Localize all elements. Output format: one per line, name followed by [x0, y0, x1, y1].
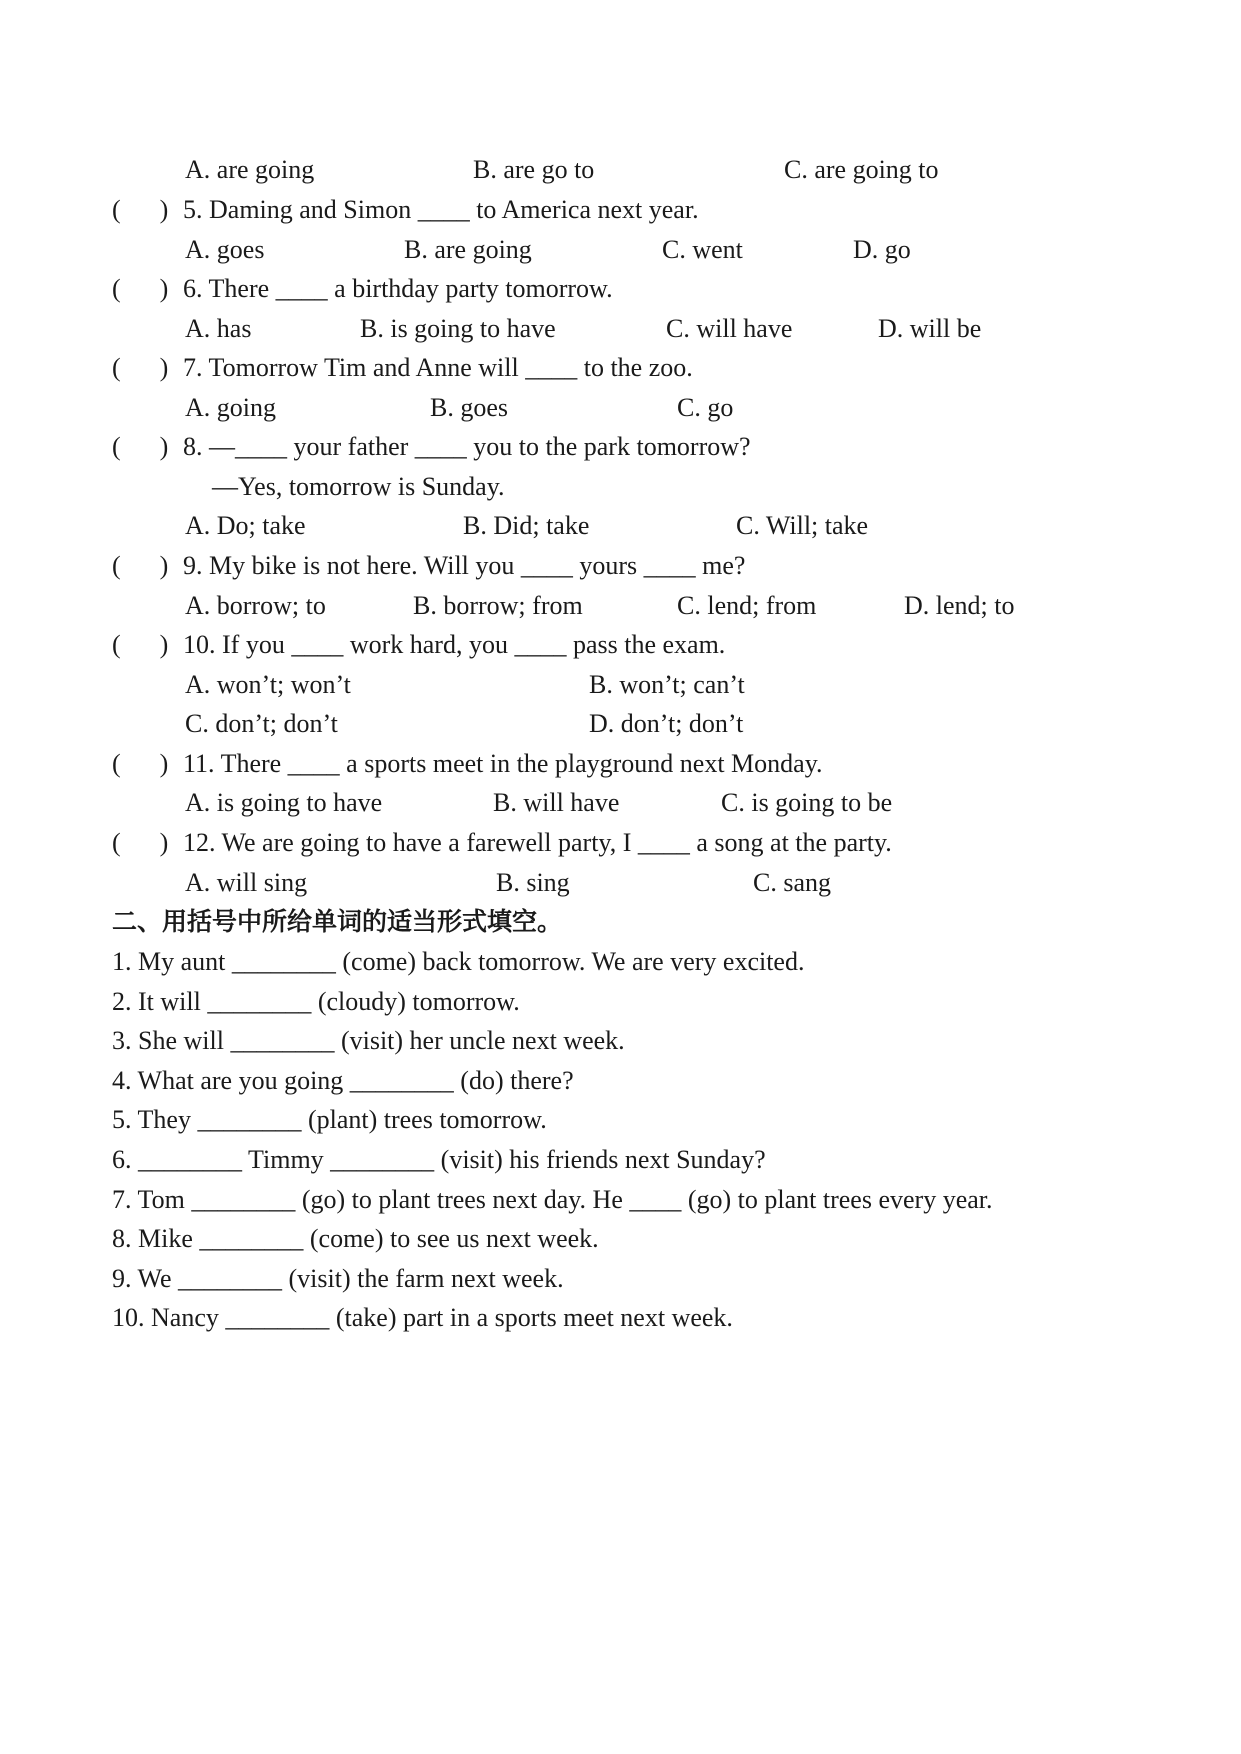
option: B. is going to have: [360, 314, 556, 343]
answer-bracket[interactable]: ( ): [112, 195, 169, 224]
option: A. is going to have: [185, 788, 383, 817]
answer-bracket[interactable]: ( ): [112, 828, 169, 857]
option: D. will be: [878, 314, 982, 343]
question-stem: 5. Daming and Simon ____ to America next year.: [183, 195, 699, 224]
option: C. will have: [666, 314, 793, 343]
option: C. don’t; don’t: [185, 709, 338, 738]
answer-bracket[interactable]: ( ): [112, 551, 169, 580]
question-stem: 11. There ____ a sports meet in the playground next Monday.: [183, 749, 823, 778]
option: C. is going to be: [721, 788, 893, 817]
answer-bracket[interactable]: ( ): [112, 630, 169, 659]
option: D. go: [853, 235, 911, 264]
fill-item-text: 10. Nancy ________ (take) part in a sports meet next week.: [112, 1303, 733, 1332]
fill-item-text: 3. She will ________ (visit) her uncle next week.: [112, 1026, 625, 1055]
question-stem: 12. We are going to have a farewell party, I ____ a song at the party.: [183, 828, 892, 857]
question-stem: 7. Tomorrow Tim and Anne will ____ to the zoo.: [183, 353, 693, 382]
option: B. goes: [430, 393, 508, 422]
option: B. borrow; from: [413, 591, 583, 620]
fill-item-text: 6. ________ Timmy ________ (visit) his friends next Sunday?: [112, 1145, 766, 1174]
option: B. Did; take: [463, 511, 590, 540]
option: C. went: [662, 235, 743, 264]
dialogue-reply: —Yes, tomorrow is Sunday.: [212, 472, 505, 501]
answer-bracket[interactable]: ( ): [112, 353, 169, 382]
fill-item-text: 4. What are you going ________ (do) there?: [112, 1066, 574, 1095]
option: A. goes: [185, 235, 265, 264]
option: C. sang: [753, 868, 831, 897]
option: A. won’t; won’t: [185, 670, 351, 699]
option: A. Do; take: [185, 511, 306, 540]
option: C. go: [677, 393, 734, 422]
answer-bracket[interactable]: ( ): [112, 432, 169, 461]
option: A. going: [185, 393, 276, 422]
option: A. will sing: [185, 868, 308, 897]
question-stem: 9. My bike is not here. Will you ____ yours ____ me?: [183, 551, 746, 580]
option: B. will have: [493, 788, 620, 817]
fill-item-text: 5. They ________ (plant) trees tomorrow.: [112, 1105, 547, 1134]
fill-item-text: 8. Mike ________ (come) to see us next week.: [112, 1224, 599, 1253]
option: B. sing: [496, 868, 570, 897]
section-title: 二、用括号中所给单词的适当形式填空。: [112, 907, 563, 936]
fill-item-text: 2. It will ________ (cloudy) tomorrow.: [112, 987, 520, 1016]
option: A. borrow; to: [185, 591, 326, 620]
option: C. lend; from: [677, 591, 817, 620]
option: B. won’t; can’t: [589, 670, 745, 699]
option: D. don’t; don’t: [589, 709, 744, 738]
option: C. are going to: [784, 155, 939, 184]
option: B. are go to: [473, 155, 595, 184]
option: B. are going: [404, 235, 532, 264]
fill-item-text: 7. Tom ________ (go) to plant trees next day. He ____ (go) to plant trees every year.: [112, 1185, 993, 1214]
fill-item-text: 1. My aunt ________ (come) back tomorrow. We are very excited.: [112, 947, 805, 976]
option: D. lend; to: [904, 591, 1015, 620]
answer-bracket[interactable]: ( ): [112, 749, 169, 778]
fill-item-text: 9. We ________ (visit) the farm next week.: [112, 1264, 564, 1293]
question-stem: 6. There ____ a birthday party tomorrow.: [183, 274, 613, 303]
option: A. are going: [185, 155, 315, 184]
question-stem: 8. —____ your father ____ you to the park tomorrow?: [183, 432, 751, 461]
option: A. has: [185, 314, 252, 343]
answer-bracket[interactable]: ( ): [112, 274, 169, 303]
question-stem: 10. If you ____ work hard, you ____ pass the exam.: [183, 630, 726, 659]
option: C. Will; take: [736, 511, 869, 540]
